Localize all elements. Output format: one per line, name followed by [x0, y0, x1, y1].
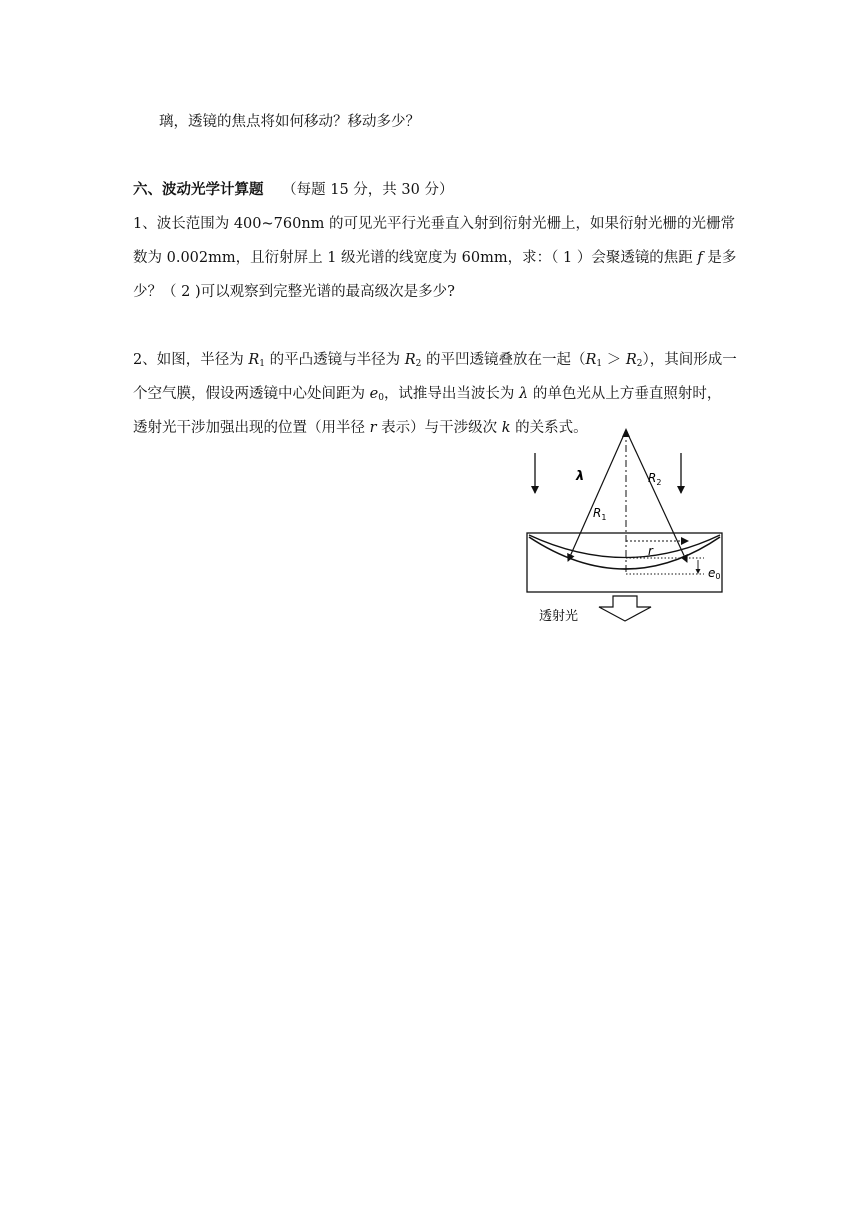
q2-text-c: 的平凹透镜叠放在一起（	[421, 352, 586, 368]
q2-line-2	[133, 384, 721, 408]
q2-line-1	[133, 350, 737, 374]
q2-R1-cmp: $R_1$	[585, 352, 603, 369]
q2-text-f: ，试推导出当波长为	[383, 386, 520, 402]
q1-line-2-text: 数为 0.002mm，且衍射屏上 1 级光谱的线宽度为 60mm，求：（ 1 ）会聚透镜的焦距	[133, 250, 698, 266]
continuation-text: 璃，透镜的焦点将如何移动？移动多少？	[159, 114, 420, 130]
q1-line-2-end: 是多	[702, 250, 737, 266]
lens-container	[527, 533, 722, 592]
section-title: 六、波动光学计算题	[133, 182, 264, 198]
e0-arrow-head	[696, 569, 701, 574]
q2-text-e: 个空气膜，假设两透镜中心处间距为	[133, 386, 370, 402]
q2-lambda: λ	[519, 386, 529, 402]
R2-label: $R_2$	[648, 471, 662, 487]
section-score-note: （每题 15 分，共 30 分）	[282, 182, 454, 198]
q2-text-b: 的平凸透镜与半径为	[265, 352, 405, 368]
section-heading	[133, 180, 453, 200]
q2-text-g: 的单色光从上方垂直照射时，	[528, 386, 722, 402]
q2-k: k	[501, 420, 511, 436]
apex-arrow	[622, 428, 630, 437]
q1-line-2	[133, 248, 736, 268]
transmitted-label: 透射光	[539, 609, 579, 624]
q1-line-3: 少？（ 2 )可以观察到完整光谱的最高级次是多少?	[133, 284, 455, 300]
q2-text-i: 表示）与干涉级次	[376, 420, 502, 436]
q2-e0: $e_0$	[369, 386, 384, 403]
q2-R1: $R_1$	[248, 352, 265, 369]
lens-diagram	[520, 420, 730, 625]
q1-line-1: 1、波长范围为 400~760nm 的可见光平行光垂直入射到衍射光栅上，如果衍射光栅的光栅常	[133, 216, 736, 232]
concave-surface	[529, 537, 720, 569]
q2-R2: $R_2$	[404, 352, 422, 369]
q2-text-h: 透射光干涉加强出现的位置（用半径	[133, 420, 370, 436]
q2-R2-cmp: $R_2$	[625, 352, 643, 369]
R1-label: $R_1$	[593, 506, 607, 522]
transmitted-arrow	[599, 596, 651, 621]
lambda-label: λ	[576, 469, 585, 484]
q2-text-a: 2、如图，半径为	[133, 352, 249, 368]
radius-R1-line	[568, 430, 626, 561]
radius-R2-line	[626, 430, 687, 562]
e0-label: e0	[708, 566, 721, 581]
q2-cmp: ＞	[602, 352, 626, 368]
q2-text-j: 的关系式。	[510, 420, 588, 436]
q2-r: r	[369, 420, 377, 436]
q1-focal-symbol: f	[697, 250, 703, 266]
q2-text-d: ），其间形成一	[642, 352, 737, 368]
r-label: r	[648, 544, 653, 558]
